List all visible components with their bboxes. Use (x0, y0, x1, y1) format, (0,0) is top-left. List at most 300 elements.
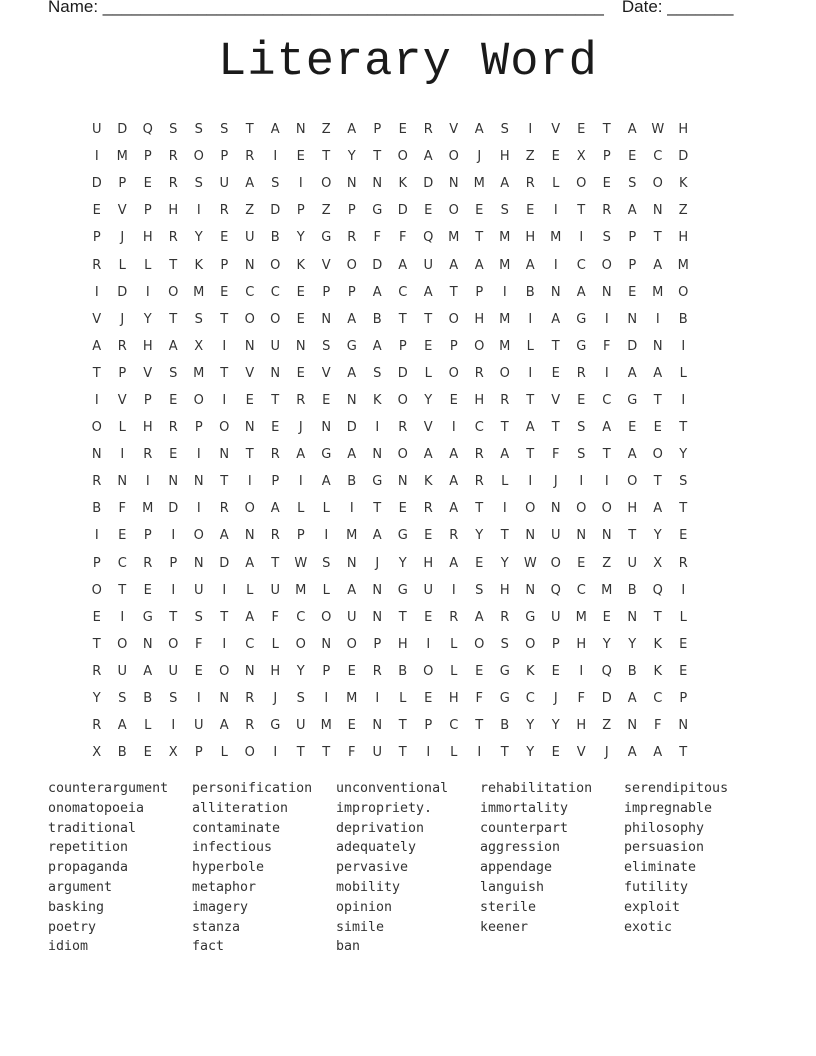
grid-letter: N (168, 474, 179, 490)
grid-letter: U (627, 555, 637, 571)
name-field-label: Name: _____________________________________________________ (48, 0, 604, 16)
grid-letter: P (118, 365, 127, 381)
grid-letter: T (220, 365, 229, 381)
grid-letter: P (296, 528, 305, 544)
grid-letter: R (347, 230, 357, 246)
grid-letter: L (552, 176, 560, 192)
grid-letter: P (602, 149, 611, 165)
grid-letter: L (679, 609, 687, 625)
grid-letter: P (679, 691, 688, 707)
grid-letter: I (222, 636, 227, 652)
grid-letter: O (193, 149, 204, 165)
word-list-item: hyperbole (192, 860, 265, 876)
grid-letter: F (373, 230, 381, 246)
grid-letter: O (168, 636, 179, 652)
grid-letter: A (525, 420, 535, 436)
grid-letter: N (678, 718, 689, 734)
grid-letter: A (653, 745, 663, 761)
grid-letter: P (143, 149, 152, 165)
grid-letter: N (244, 528, 255, 544)
grid-letter: N (219, 447, 230, 463)
grid-letter: R (678, 555, 688, 571)
grid-letter: B (347, 474, 357, 490)
grid-letter: R (525, 176, 535, 192)
grid-letter: G (321, 230, 332, 246)
grid-letter: B (117, 745, 127, 761)
grid-letter: F (195, 636, 203, 652)
grid-letter: D (397, 203, 408, 219)
grid-letter: I (94, 284, 99, 300)
grid-letter: E (577, 122, 586, 138)
grid-letter: I (94, 528, 99, 544)
grid-letter: I (196, 501, 201, 517)
grid-letter: E (577, 392, 586, 408)
grid-letter: O (474, 636, 485, 652)
grid-letter: E (628, 284, 637, 300)
word-list-item: onomatopoeia (48, 800, 145, 816)
grid-letter: I (375, 691, 380, 707)
word-list-item: languish (480, 879, 545, 895)
grid-letter: S (500, 203, 509, 219)
grid-letter: D (270, 203, 281, 219)
word-list-item: metaphor (192, 879, 257, 895)
grid-letter: R (219, 203, 229, 219)
grid-letter: I (324, 691, 329, 707)
grid-letter: N (372, 447, 383, 463)
grid-letter: Q (423, 230, 434, 246)
grid-letter: N (550, 284, 561, 300)
grid-letter: N (525, 528, 536, 544)
grid-letter: I (681, 338, 686, 354)
word-list-item: philosophy (624, 820, 705, 836)
word-list-item: pervasive (336, 860, 409, 876)
grid-letter: N (91, 447, 102, 463)
grid-letter: G (499, 663, 510, 679)
grid-letter: E (424, 691, 433, 707)
grid-letter: R (449, 609, 459, 625)
grid-letter: I (171, 718, 176, 734)
grid-letter: D (346, 420, 357, 436)
grid-letter: R (245, 149, 255, 165)
grid-letter: Y (602, 636, 611, 652)
grid-letter: L (450, 745, 458, 761)
word-list-item: unconventional (336, 781, 449, 796)
grid-letter: P (296, 203, 305, 219)
grid-letter: E (347, 663, 356, 679)
grid-letter: P (92, 230, 101, 246)
grid-letter: A (423, 149, 433, 165)
grid-letter: O (321, 609, 332, 625)
grid-letter: A (372, 284, 382, 300)
grid-letter: D (168, 501, 179, 517)
page-title: Literary Word (218, 36, 598, 89)
grid-letter: E (118, 528, 127, 544)
word-list-item: idiom (48, 939, 89, 955)
grid-letter: U (550, 609, 561, 625)
grid-letter: T (169, 311, 178, 327)
grid-letter: I (349, 501, 354, 517)
grid-letter: A (474, 609, 484, 625)
grid-letter: T (500, 745, 509, 761)
grid-letter: T (322, 745, 331, 761)
grid-letter: E (92, 609, 101, 625)
grid-letter: Z (602, 718, 612, 734)
grid-letter: S (679, 474, 688, 490)
grid-letter: U (346, 609, 357, 625)
grid-letter: V (576, 745, 586, 761)
grid-letter: C (525, 691, 535, 707)
word-list-item: counterargument (48, 781, 169, 796)
grid-letter: N (372, 718, 383, 734)
grid-letter: N (193, 474, 204, 490)
grid-letter: M (575, 609, 587, 625)
grid-letter: L (399, 691, 407, 707)
grid-letter: N (652, 338, 663, 354)
grid-letter: T (118, 582, 127, 598)
word-list-item: appendage (480, 860, 553, 876)
grid-letter: O (576, 176, 587, 192)
grid-letter: I (528, 122, 533, 138)
grid-letter: A (653, 501, 663, 517)
grid-letter: M (142, 501, 154, 517)
grid-letter: I (528, 311, 533, 327)
grid-letter: G (576, 311, 587, 327)
grid-letter: I (94, 149, 99, 165)
grid-letter: A (245, 609, 255, 625)
grid-letter: X (92, 745, 102, 761)
word-list-item: futility (624, 879, 689, 895)
grid-letter: J (120, 311, 125, 327)
word-list-item: exploit (624, 899, 681, 915)
grid-letter: C (449, 718, 459, 734)
grid-letter: R (143, 555, 153, 571)
grid-letter: Y (526, 718, 535, 734)
word-list-item: imagery (192, 899, 249, 915)
grid-letter: H (474, 311, 485, 327)
grid-letter: A (117, 718, 127, 734)
grid-letter: V (117, 203, 127, 219)
grid-letter: F (603, 338, 611, 354)
grid-letter: T (92, 365, 101, 381)
grid-letter: E (475, 555, 484, 571)
grid-letter: T (398, 609, 407, 625)
grid-letter: A (321, 474, 331, 490)
grid-letter: P (424, 718, 433, 734)
grid-letter: C (474, 420, 484, 436)
grid-letter: P (347, 203, 356, 219)
grid-letter: A (474, 122, 484, 138)
grid-letter: S (194, 176, 203, 192)
grid-letter: I (120, 447, 125, 463)
grid-letter: Y (347, 149, 356, 165)
grid-letter: C (398, 284, 408, 300)
grid-letter: L (679, 365, 687, 381)
grid-letter: C (245, 636, 255, 652)
grid-letter: S (373, 365, 382, 381)
grid-letter: H (499, 149, 510, 165)
grid-letter: A (474, 257, 484, 273)
grid-letter: E (143, 176, 152, 192)
grid-letter: C (576, 582, 586, 598)
grid-letter: I (681, 392, 686, 408)
grid-letter: N (295, 338, 306, 354)
grid-letter: Y (296, 663, 305, 679)
grid-letter: I (298, 474, 303, 490)
grid-letter: T (526, 447, 535, 463)
grid-letter: N (372, 609, 383, 625)
grid-letter: O (499, 365, 510, 381)
grid-letter: I (94, 392, 99, 408)
grid-letter: G (372, 203, 383, 219)
grid-letter: Z (525, 149, 535, 165)
grid-letter: O (91, 582, 102, 598)
grid-letter: E (475, 663, 484, 679)
grid-letter: J (604, 745, 609, 761)
grid-letter: L (246, 582, 254, 598)
grid-letter: I (298, 176, 303, 192)
grid-letter: S (220, 122, 229, 138)
grid-letter: O (397, 447, 408, 463)
grid-letter: I (681, 582, 686, 598)
grid-letter: P (322, 284, 331, 300)
grid-letter: U (270, 582, 280, 598)
grid-letter: E (424, 609, 433, 625)
grid-letter: S (169, 365, 178, 381)
word-list-item: contaminate (192, 820, 281, 836)
grid-letter: V (143, 365, 153, 381)
grid-letter: E (169, 447, 178, 463)
word-list-item: poetry (48, 919, 97, 935)
grid-letter: N (627, 311, 638, 327)
grid-letter: I (145, 474, 150, 490)
grid-letter: S (169, 122, 178, 138)
word-list-item: repetition (48, 840, 129, 856)
grid-letter: E (551, 365, 560, 381)
grid-letter: G (525, 609, 536, 625)
grid-letter: O (525, 636, 536, 652)
grid-letter: F (552, 447, 560, 463)
grid-letter: S (194, 122, 203, 138)
grid-letter: C (245, 284, 255, 300)
word-list-item: propaganda (48, 860, 129, 876)
word-list-item: sterile (480, 899, 537, 915)
grid-letter: R (602, 203, 612, 219)
grid-letter: T (653, 474, 662, 490)
grid-letter: N (372, 582, 383, 598)
grid-letter: P (143, 392, 152, 408)
grid-letter: M (116, 149, 128, 165)
grid-letter: O (270, 257, 281, 273)
grid-letter: O (193, 392, 204, 408)
grid-letter: V (551, 122, 561, 138)
grid-letter: N (346, 176, 357, 192)
grid-letter: M (346, 528, 358, 544)
grid-letter: A (372, 338, 382, 354)
grid-letter: T (653, 609, 662, 625)
grid-letter: M (320, 718, 332, 734)
grid-letter: T (296, 745, 305, 761)
grid-letter: O (168, 284, 179, 300)
grid-letter: A (92, 338, 102, 354)
grid-letter: V (321, 257, 331, 273)
grid-letter: P (373, 636, 382, 652)
grid-letter: I (451, 420, 456, 436)
grid-letter: A (627, 447, 637, 463)
grid-letter: O (576, 501, 587, 517)
word-list-item: impregnable (624, 800, 713, 816)
grid-letter: T (245, 447, 254, 463)
grid-letter: O (423, 663, 434, 679)
grid-letter: O (244, 745, 255, 761)
grid-letter: Y (628, 636, 637, 652)
grid-letter: V (551, 392, 561, 408)
grid-letter: U (91, 122, 102, 138)
grid-letter: I (477, 745, 482, 761)
grid-letter: P (143, 203, 152, 219)
grid-letter: E (577, 555, 586, 571)
grid-letter: J (298, 420, 303, 436)
grid-letter: T (424, 311, 433, 327)
grid-letter: I (502, 284, 507, 300)
grid-letter: R (117, 338, 127, 354)
grid-letter: A (398, 257, 408, 273)
grid-letter: Q (601, 663, 612, 679)
grid-letter: Y (679, 447, 688, 463)
grid-letter: P (92, 555, 101, 571)
grid-letter: L (526, 338, 534, 354)
word-list-item: personification (192, 781, 313, 796)
grid-letter: A (627, 745, 637, 761)
grid-letter: T (220, 609, 229, 625)
grid-letter: O (448, 365, 459, 381)
grid-letter: O (219, 420, 230, 436)
grid-letter: E (220, 230, 229, 246)
grid-letter: U (423, 582, 433, 598)
word-list-item: keener (480, 919, 529, 935)
word-list-item: infectious (192, 840, 273, 856)
grid-letter: O (448, 311, 459, 327)
grid-letter: R (423, 501, 433, 517)
grid-letter: E (92, 203, 101, 219)
grid-letter: E (271, 420, 280, 436)
grid-letter: Y (92, 691, 101, 707)
grid-letter: B (143, 691, 153, 707)
grid-letter: H (423, 555, 434, 571)
grid-letter: Y (398, 555, 407, 571)
grid-letter: O (474, 338, 485, 354)
word-list-item: deprivation (336, 820, 425, 836)
grid-letter: E (602, 609, 611, 625)
grid-letter: L (144, 718, 152, 734)
grid-letter: B (398, 663, 408, 679)
grid-letter: P (347, 284, 356, 300)
word-list-item: aggression (480, 840, 561, 856)
grid-letter: R (92, 663, 102, 679)
grid-letter: P (169, 555, 178, 571)
grid-letter: H (474, 392, 485, 408)
grid-letter: T (679, 745, 688, 761)
grid-letter: P (194, 420, 203, 436)
grid-letter: T (602, 447, 611, 463)
grid-letter: Z (602, 555, 612, 571)
grid-letter: L (424, 365, 432, 381)
grid-letter: P (194, 745, 203, 761)
grid-letter: O (219, 663, 230, 679)
grid-letter: A (219, 718, 229, 734)
grid-letter: H (499, 582, 510, 598)
grid-letter: L (220, 745, 228, 761)
grid-letter: F (118, 501, 126, 517)
grid-letter: S (577, 420, 586, 436)
grid-letter: N (346, 392, 357, 408)
grid-letter: K (525, 663, 535, 679)
grid-letter: T (398, 745, 407, 761)
grid-letter: I (171, 582, 176, 598)
grid-letter: M (652, 284, 664, 300)
grid-letter: S (602, 230, 611, 246)
grid-letter: O (91, 420, 102, 436)
grid-letter: E (424, 338, 433, 354)
grid-letter: T (679, 501, 688, 517)
grid-letter: I (426, 745, 431, 761)
grid-letter: N (244, 257, 255, 273)
grid-letter: U (193, 718, 204, 734)
grid-letter: R (296, 392, 306, 408)
grid-letter: A (270, 501, 280, 517)
grid-letter: A (296, 447, 306, 463)
grid-letter: R (474, 365, 484, 381)
grid-letter: E (296, 149, 305, 165)
grid-letter: A (500, 176, 510, 192)
grid-letter: T (602, 122, 611, 138)
grid-letter: O (550, 555, 561, 571)
grid-letter: T (628, 528, 637, 544)
grid-letter: K (653, 663, 663, 679)
grid-letter: T (169, 609, 178, 625)
grid-letter: U (193, 582, 204, 598)
grid-letter: R (92, 474, 102, 490)
grid-letter: P (271, 474, 280, 490)
grid-letter: D (117, 284, 128, 300)
grid-letter: R (449, 528, 459, 544)
word-list-item: basking (48, 899, 105, 915)
grid-letter: V (245, 365, 255, 381)
grid-letter: Y (194, 230, 203, 246)
grid-letter: T (653, 392, 662, 408)
grid-letter: L (450, 636, 458, 652)
grid-letter: O (652, 447, 663, 463)
grid-letter: L (322, 582, 330, 598)
grid-letter: N (448, 176, 459, 192)
grid-letter: T (551, 420, 560, 436)
grid-letter: E (679, 528, 688, 544)
grid-letter: R (270, 447, 280, 463)
grid-letter: A (449, 501, 459, 517)
grid-letter: O (652, 176, 663, 192)
grid-letter: H (576, 718, 587, 734)
word-list-item: persuasion (624, 840, 705, 856)
grid-letter: B (627, 582, 637, 598)
grid-letter: E (551, 745, 560, 761)
grid-letter: Y (424, 392, 433, 408)
grid-letter: B (678, 311, 688, 327)
grid-letter: G (627, 392, 638, 408)
grid-letter: N (142, 636, 153, 652)
grid-letter: A (347, 311, 357, 327)
grid-letter: E (347, 718, 356, 734)
grid-letter: L (118, 257, 126, 273)
grid-letter: A (245, 555, 255, 571)
